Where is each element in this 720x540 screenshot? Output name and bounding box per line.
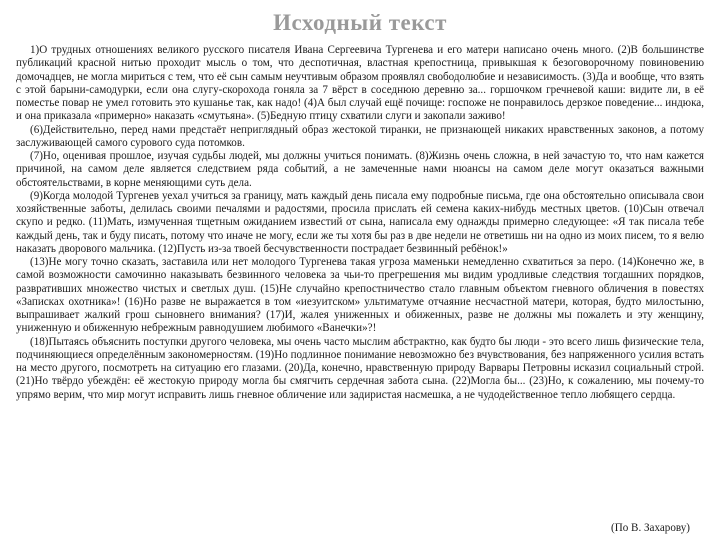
page-title: Исходный текст	[273, 10, 447, 35]
paragraph: (18)Пытаясь объяснить поступки другого человека, мы очень часто мыслим абстрактно, как будто бы люди - это всего лишь физические тела, подчиняющиеся определённым закономерностям. (19)Но подлинное понимание невозможно без вчувствования, без напряженного усилия встать на место другого, посмотреть на ситуацию его глазами. (20)Да, конечно, нравственную природу Варвары Петровны исказил социальный строй. (21)Но твёрдо убеждён: её жестокую природу могла бы смягчить сердечная забота сына. (22)Могла бы... (23)Но, к сожалению, мы почему-то упрямо верим, что мир могут исправить лишь гневное обличение или задиристая насмешка, а не чудодейственное тепло любящего сердца.	[16, 335, 704, 401]
paragraph: (13)Не могу точно сказать, заставила или нет молодого Тургенева такая угроза маменьки немедленно схватиться за перо. (14)Конечно же, в самой возможности самочинно наказывать безвинного человека за чьи-то прегрешения мы видим уродливые следствия тогдашних порядков, развративших множество чистых и светлых душ. (15)Не случайно крепостничество стало главным объектом гневного обличения в повестях «Записках охотника»! (16)Но разве не выражается в том «иезуитском» ультиматуме отчаяние несчастной матери, которая, будто милостыню, выпрашивает жалкий грош сыновнего внимания? (17)И, жалея униженных и обиженных, разве не должны мы пожалеть и эту женщину, униженную и обиженную небрежным равнодушием любимого «Ванечки»?!	[16, 256, 704, 335]
document-body	[16, 44, 704, 402]
paragraph: 1)О трудных отношениях великого русского писателя Ивана Сергеевича Тургенева и его матери написано очень много. (2)В большинстве публикаций красной нитью проходит мысль о том, что деспотичная, властная крепостница, привыкшая к безоговорочному повиновению домочадцев, не могла мириться с тем, что её сын самым неучтивым образом проявлял свободолюбие и независимость. (3)Да и вообще, что взять с этой барыни-самодурки, если она слугу-скорохода гоняла за 7 вёрст в соседнюю деревню за... горшочком гречневой каши: видите ли, в её поместье повар не умел готовить это кушанье так, как надо! (4)А был случай ещё почище: госпоже не понравилось дерзкое поведение... индюка, и она приказала «примерно» наказать «смутьяна». (5)Бедную птицу схватили слуги и закопали заживо!	[16, 44, 704, 123]
paragraph: (7)Но, оценивая прошлое, изучая судьбы людей, мы должны учиться понимать. (8)Жизнь очень сложна, в ней зачастую то, что нам кажется причиной, на самом деле является следствием ряда событий, а не замеченные нами нюансы на самом деле могут оказаться важными обстоятельствами, в корне меняющими суть дела.	[16, 150, 704, 189]
paragraph: (9)Когда молодой Тургенев уехал учиться за границу, мать каждый день писала ему подробные письма, где она обстоятельно описывала свои хозяйственные заботы, делилась своими печалями и радостями, просила прислать ей семена каких-нибудь местных цветов. (10)Сын отвечал скупо и редко. (11)Мать, измученная тщетным ожиданием известий от сына, написала ему однажды примерно следующее: «Я так писала тебе каждый день, так и буду писать, потому что иначе не могу, если же ты хотя бы раз в две недели не ответишь ни на одно из моих писем, то я велю наказать дворового мальчика. (12)Пусть из-за твоей бесчувственности пострадает безвинный ребёнок!»	[16, 189, 704, 255]
author-signature: (По В. Захарову)	[611, 522, 690, 534]
paragraph: (6)Действительно, перед нами предстаёт неприглядный образ жестокой тиранки, не признающей никаких нравственных законов, а потому заслуживающей самого сурового суда потомков.	[16, 123, 704, 149]
